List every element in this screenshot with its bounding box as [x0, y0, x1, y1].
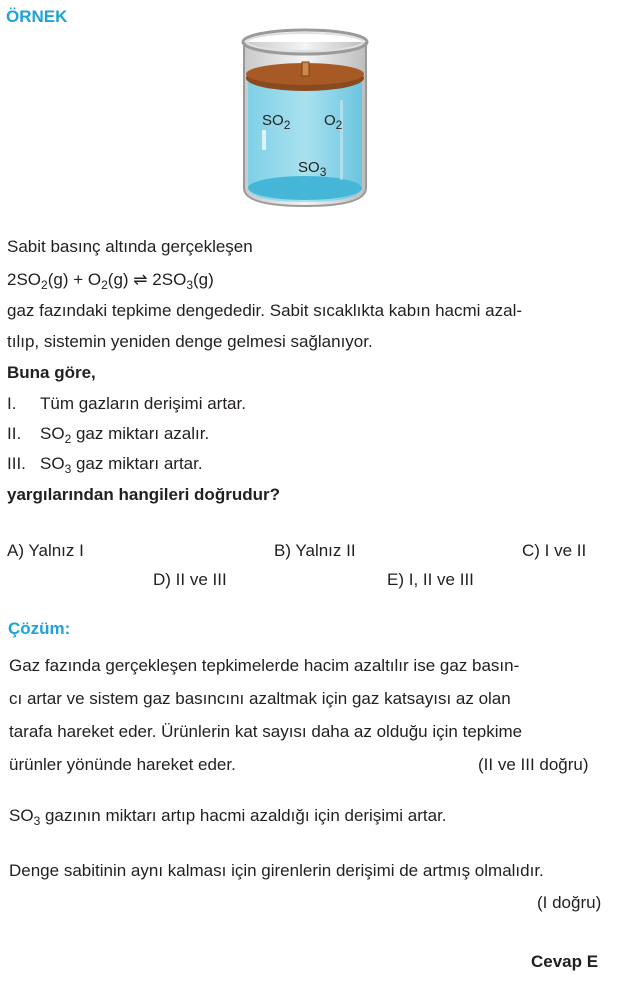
beaker-gas-label: $O_2$: [324, 112, 343, 132]
reaction-equation: $2SO_2(g) + O_2(g)$ ⇌ $2SO_3(g)$: [7, 270, 214, 292]
question-intro: Sabit basınç altında gerçekleşen: [7, 237, 253, 256]
solution-line: ürünler yönünde hareket eder.: [9, 755, 236, 774]
question-text: tılıp, sistemin yeniden denge gelmesi sağlanıyor.: [7, 332, 373, 351]
question-text: gaz fazındaki tepkime dengededir. Sabit sıcaklıkta kabın hacmi azal-: [7, 301, 523, 320]
beaker-gas-label: $SO_2$: [262, 112, 291, 132]
option-b[interactable]: B) Yalnız II: [274, 541, 356, 560]
solution-line: Denge sabitinin aynı kalması için girenlerin derişimi de artmış olmalıdır.: [9, 861, 544, 880]
question-lead: Buna göre,: [7, 363, 96, 382]
question-ask: yargılarından hangileri doğrudur?: [7, 485, 280, 504]
option-e[interactable]: E) I, II ve III: [387, 570, 474, 589]
solution-title: Çözüm:: [8, 619, 71, 638]
solution-note: (I doğru): [537, 893, 602, 912]
statement-item: I. Tüm gazların derişimi artar.: [7, 394, 246, 413]
statement-item: II. $SO_2$ gaz miktarı azalır.: [7, 424, 210, 446]
solution-line: cı artar ve sistem gaz basıncını azaltmak için gaz katsayısı az olan: [9, 689, 511, 708]
beaker-illustration: [232, 20, 378, 212]
solution-line: $SO_3$ gazının miktarı artıp hacmi azaldığı için derişimi artar.: [9, 806, 447, 828]
option-c[interactable]: C) I ve II: [522, 541, 587, 560]
solution-line: Gaz fazında gerçekleşen tepkimelerde hacim azaltılır ise gaz basın-: [9, 656, 520, 675]
option-d[interactable]: D) II ve III: [153, 570, 227, 589]
statement-item: III. $SO_3$ gaz miktarı artar.: [7, 454, 203, 476]
solution-line: tarafa hareket eder. Ürünlerin kat sayısı daha az olduğu için tepkime: [9, 722, 523, 741]
answer-label: Cevap E: [531, 952, 599, 971]
beaker-gas-label: $SO_3$: [298, 159, 327, 179]
equilibrium-arrow-icon: ⇌: [133, 270, 148, 289]
example-label: ÖRNEK: [6, 7, 68, 26]
solution-note: (II ve III doğru): [478, 755, 589, 774]
option-a[interactable]: A) Yalnız I: [7, 541, 84, 560]
